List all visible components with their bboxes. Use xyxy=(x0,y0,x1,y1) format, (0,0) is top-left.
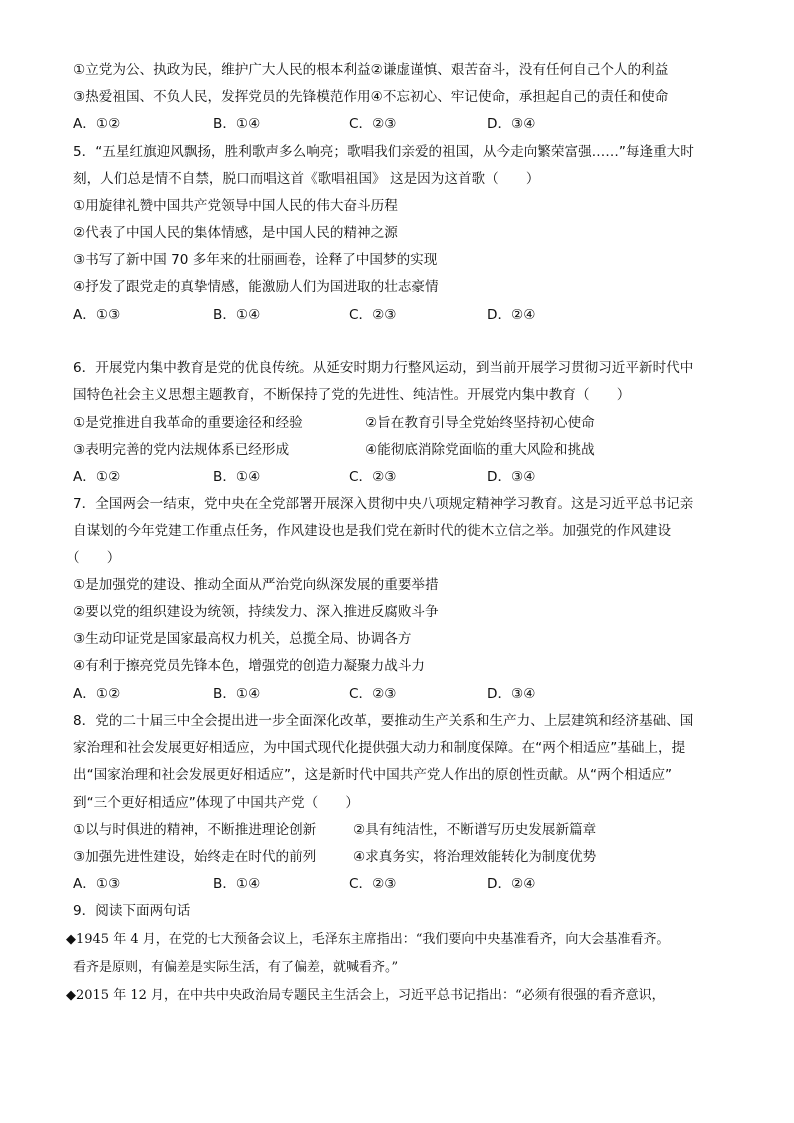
q6-stem-line-1: 6．开展党内集中教育是党的优良传统。从延安时期力行整风运动，到当前开展学习贯彻习近平新时代中 xyxy=(73,360,694,376)
option-d[interactable]: D．②④ xyxy=(487,307,536,323)
option-d[interactable]: D．③④ xyxy=(487,686,536,702)
q7-item-3: ③生动印证党是国家最高权力机关，总揽全局、协调各方 xyxy=(73,631,412,647)
option-b[interactable]: B．①④ xyxy=(213,876,261,892)
carry-over-item-line-2: ③热爱祖国、不负人民，发挥党员的先锋模范作用④不忘初心、牢记使命，承担起自己的责任和使命 xyxy=(73,89,669,105)
option-b[interactable]: B．①④ xyxy=(213,686,261,702)
q6-item-3: ③表明完善的党内法规体系已经形成 xyxy=(73,442,290,458)
q6-items-row-1 xyxy=(73,413,595,433)
q8-stem-line-1: 8．党的二十届三中全会提出进一步全面深化改革，要推动生产关系和生产力、上层建筑和经济基础、国 xyxy=(73,713,694,729)
q8-item-2: ②具有纯洁性，不断谱写历史发展新篇章 xyxy=(353,822,597,838)
option-a[interactable]: A．①② xyxy=(73,469,121,485)
option-c[interactable]: C．②③ xyxy=(349,686,397,702)
q7-stem-line-1: 7．全国两会一结束，党中央在全党部署开展深入贯彻中央八项规定精神学习教育。这是习近平总书记亲 xyxy=(73,496,694,512)
option-a[interactable]: A．①③ xyxy=(73,876,121,892)
q6-item-4: ④能彻底消除党面临的重大风险和挑战 xyxy=(365,442,595,458)
q8-items-row-2 xyxy=(73,847,597,867)
option-d[interactable]: D．③④ xyxy=(487,116,536,132)
q6-item-1: ①是党推进自我革命的重要途径和经验 xyxy=(73,415,303,431)
q5-item-4: ④抒发了跟党走的真挚情感，能激励人们为国进取的壮志豪情 xyxy=(73,279,439,295)
option-a[interactable]: A．①② xyxy=(73,686,121,702)
option-a[interactable]: A．①③ xyxy=(73,307,121,323)
option-c[interactable]: C．②③ xyxy=(349,876,397,892)
q6-items-row-2 xyxy=(73,440,595,460)
option-b[interactable]: B．①④ xyxy=(213,469,261,485)
q8-items-row-1 xyxy=(73,820,597,840)
q7-item-4: ④有利于擦亮党员先锋本色，增强党的创造力凝聚力战斗力 xyxy=(73,658,426,674)
q5-stem-line-2: 刻，人们总是情不自禁，脱口而唱这首《歌唱祖国》 这是因为这首歌（ ） xyxy=(73,171,540,187)
q6-stem-line-2: 国特色社会主义思想主题教育，不断保持了党的先进性、纯洁性。开展党内集中教育（ ） xyxy=(73,387,631,403)
q7-stem-line-2: 自谋划的今年党建工作重点任务，作风建设也是我们党在新时代的徙木立信之举。加强党的作风建设 xyxy=(73,523,672,539)
q8-stem-line-3: 出“国家治理和社会发展更好相适应”，这是新时代中国共产党人作出的原创性贡献。从“两个相适应” xyxy=(73,767,673,783)
q5-item-2: ②代表了中国人民的集体情感，是中国人民的精神之源 xyxy=(73,225,398,241)
q5-item-1: ①用旋律礼赞中国共产党领导中国人民的伟大奋斗历程 xyxy=(73,198,398,214)
q9-quote-1-line-2: 看齐是原则，有偏差是实际生活，有了偏差，就喊看齐。” xyxy=(73,960,399,975)
option-a[interactable]: A．①② xyxy=(73,116,121,132)
q5-stem-line-1: 5．“五星红旗迎风飘扬，胜利歌声多么响亮；歌唱我们亲爱的祖国，从今走向繁荣富强……”每逢重大时 xyxy=(73,144,694,160)
option-c[interactable]: C．②③ xyxy=(349,116,397,132)
q7-item-2: ②要以党的组织建设为统领，持续发力、深入推进反腐败斗争 xyxy=(73,604,439,620)
q8-stem-line-4: 到“三个更好相适应”体现了中国共产党（ ） xyxy=(73,795,359,811)
q7-stem-line-3: （ ） xyxy=(66,550,121,566)
option-c[interactable]: C．②③ xyxy=(349,307,397,323)
q8-stem-line-2: 家治理和社会发展更好相适应，为中国式现代化提供强大动力和制度保障。在“两个相适应”基础上，提 xyxy=(73,740,686,756)
option-d[interactable]: D．②④ xyxy=(487,876,536,892)
option-c[interactable]: C．②③ xyxy=(349,469,397,485)
q9-quote-1-line-1: ◆1945 年 4 月，在党的七大预备会议上，毛泽东主席指出：“我们要向中央基准看齐，向大会基准看齐。 xyxy=(66,932,670,947)
carry-over-item-line-1: ①立党为公、执政为民，维护广大人民的根本利益②谦虚谨慎、艰苦奋斗，没有任何自己个人的利益 xyxy=(73,62,669,78)
q8-item-4: ④求真务实，将治理效能转化为制度优势 xyxy=(353,849,597,865)
option-b[interactable]: B．①④ xyxy=(213,307,261,323)
option-d[interactable]: D．③④ xyxy=(487,469,536,485)
option-b[interactable]: B．①④ xyxy=(213,116,261,132)
q9-quote-2-line-1: ◆2015 年 12 月，在中共中央政治局专题民主生活会上，习近平总书记指出：“必须有很强的看齐意识， xyxy=(66,988,665,1003)
q9-stem: 9．阅读下面两句话 xyxy=(73,903,191,919)
q8-item-3: ③加强先进性建设，始终走在时代的前列 xyxy=(73,849,317,865)
q8-item-1: ①以与时俱进的精神，不断推进理论创新 xyxy=(73,822,317,838)
q7-item-1: ①是加强党的建设、推动全面从严治党向纵深发展的重要举措 xyxy=(73,577,439,593)
q5-item-3: ③书写了新中国 70 多年来的壮丽画卷，诠释了中国梦的实现 xyxy=(73,252,438,268)
q6-item-2: ②旨在教育引导全党始终坚持初心使命 xyxy=(365,415,595,431)
